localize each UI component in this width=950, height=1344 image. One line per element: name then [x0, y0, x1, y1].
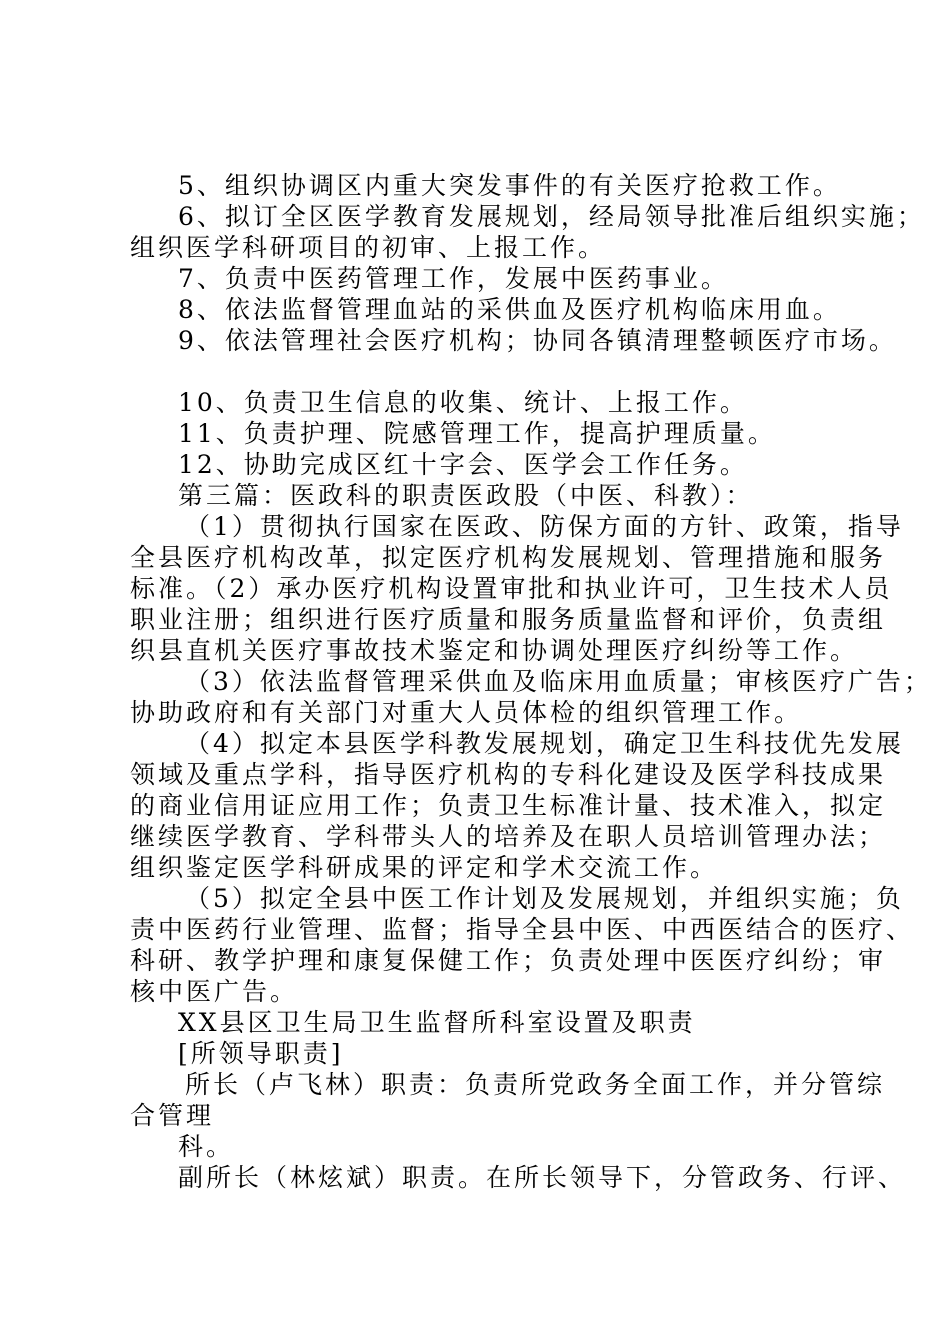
text-line: 科。	[178, 1132, 235, 1161]
text-line: 核中医广告。	[130, 977, 299, 1006]
text-line: 9、依法管理社会医疗机构；协同各镇清理整顿医疗市场。	[178, 326, 897, 355]
text-line: 的商业信用证应用工作；负责卫生标准计量、技术准入，拟定	[130, 791, 887, 820]
text-line: 11、负责护理、院感管理工作，提高护理质量。	[178, 419, 776, 448]
text-line: 6、拟订全区医学教育发展规划，经局领导批准后组织实施；	[178, 202, 925, 231]
text-line: 协助政府和有关部门对重大人员体检的组织管理工作。	[130, 698, 803, 727]
text-line: 12、协助完成区红十字会、医学会工作任务。	[178, 450, 748, 479]
text-line: （3）依法监督管理采供血及临床用血质量；审核医疗广告；	[185, 667, 932, 696]
text-line: （1）贯彻执行国家在医政、防保方面的方针、政策，指导	[185, 512, 904, 541]
text-line: 职业注册；组织进行医疗质量和服务质量监督和评价，负责组	[130, 605, 887, 634]
text-line: 标准。（2）承办医疗机构设置审批和执业许可，卫生技术人员	[130, 574, 893, 603]
text-line: 5、组织协调区内重大突发事件的有关医疗抢救工作。	[178, 171, 841, 200]
text-line: 组织鉴定医学科研成果的评定和学术交流工作。	[130, 853, 719, 882]
text-line: 科研、教学护理和康复保健工作；负责处理中医医疗纠纷；审	[130, 946, 887, 975]
text-line: （5）拟定全县中医工作计划及发展规划，并组织实施；负	[185, 884, 904, 913]
text-line: 领域及重点学科，指导医疗机构的专科化建设及医学科技成果	[130, 760, 887, 789]
section-heading: 第三篇：医政科的职责医政股（中医、科教）：	[178, 481, 754, 510]
text-line: 织县直机关医疗事故技术鉴定和协调处理医疗纠纷等工作。	[130, 636, 859, 665]
text-line: 全县医疗机构改革，拟定医疗机构发展规划、管理措施和服务	[130, 543, 887, 572]
text-line: 责中医药行业管理、监督；指导全县中医、中西医结合的医疗、	[130, 915, 915, 944]
text-line: 副所长（林炫斌）职责。在所长领导下，分管政务、行评、	[178, 1163, 907, 1192]
text-line: （4）拟定本县医学科教发展规划，确定卫生科技优先发展	[185, 729, 904, 758]
text-line: 继续医学教育、学科带头人的培养及在职人员培训管理办法；	[130, 822, 887, 851]
text-line: 8、依法监督管理血站的采供血及医疗机构临床用血。	[178, 295, 841, 324]
text-line: 所长（卢飞林）职责：负责所党政务全面工作，并分管综	[185, 1070, 886, 1099]
document-body	[130, 170, 932, 1193]
text-line: 组织医学科研项目的初审、上报工作。	[130, 233, 607, 262]
section-heading: [所领导职责]	[178, 1039, 344, 1068]
text-line: 10、负责卫生信息的收集、统计、上报工作。	[178, 388, 748, 417]
section-heading: XX县区卫生局卫生监督所科室设置及职责	[178, 1008, 696, 1037]
text-line: 合管理	[130, 1101, 215, 1130]
text-line: 7、负责中医药管理工作，发展中医药事业。	[178, 264, 729, 293]
